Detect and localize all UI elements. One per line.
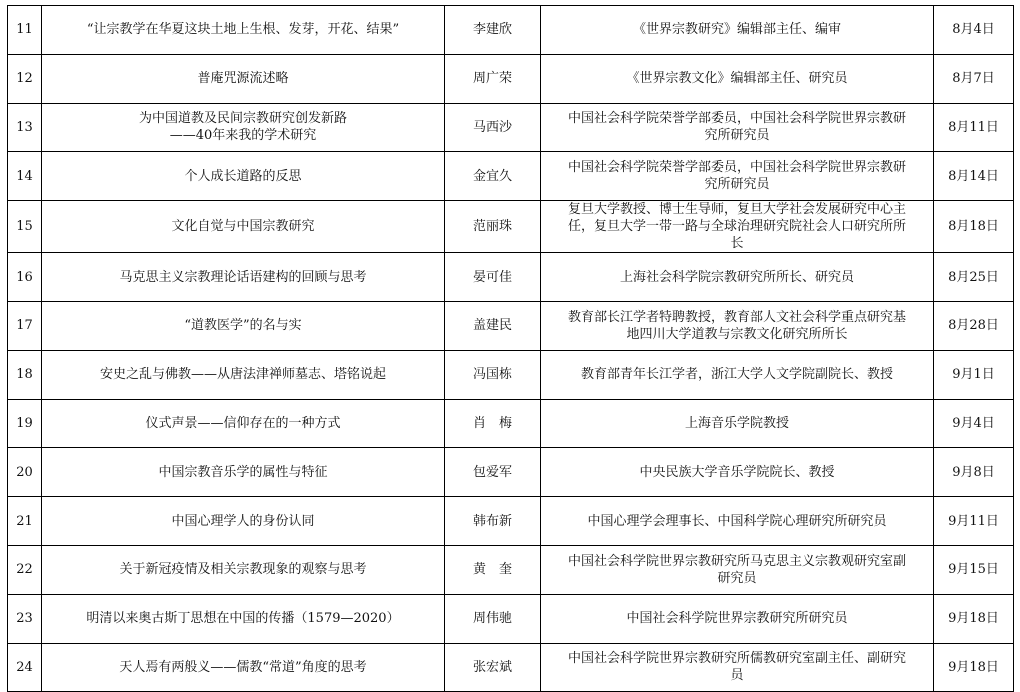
table-row <box>8 643 1014 692</box>
lecture-title-line: 个人成长道路的反思 <box>184 168 302 184</box>
lecture-schedule-table <box>7 5 1014 692</box>
speaker-position <box>541 594 934 643</box>
table-row <box>8 6 1014 55</box>
row-number: 11 <box>8 6 42 55</box>
speaker-name: 晏可佳 <box>445 253 541 302</box>
speaker-name: 冯国栋 <box>445 350 541 399</box>
row-number: 21 <box>8 497 42 546</box>
row-number: 12 <box>8 54 42 103</box>
lecture-title-line: “让宗教学在华夏这块土地上生根、发芽，开花、结果” <box>86 22 400 38</box>
lecture-title-line: ——40年来我的学术研究 <box>169 128 317 144</box>
speaker-position-line: 中国社会科学院世界宗教研究所马克思主义宗教观研究室副 <box>567 553 906 569</box>
speaker-name: 马西沙 <box>445 103 541 152</box>
lecture-title <box>42 103 445 152</box>
speaker-position-line: 教育部长江学者特聘教授，教育部人文社会科学重点研究基 <box>567 309 906 325</box>
lecture-title <box>42 594 445 643</box>
speaker-position-line: 中国社会科学院荣誉学部委员，中国社会科学院世界宗教研 <box>567 160 906 176</box>
lecture-date: 8月11日 <box>934 103 1014 152</box>
speaker-position-line: 中央民族大学音乐学院院长、教授 <box>639 464 835 480</box>
speaker-position-line: 究所研究员 <box>704 128 770 144</box>
speaker-name: 周广荣 <box>445 54 541 103</box>
speaker-position <box>541 643 934 692</box>
lecture-date: 9月4日 <box>934 399 1014 448</box>
speaker-position <box>541 201 934 253</box>
speaker-position <box>541 448 934 497</box>
row-number: 14 <box>8 152 42 201</box>
lecture-title <box>42 448 445 497</box>
speaker-position-line: 中国社会科学院世界宗教研究所儒教研究室副主任、副研究 <box>567 651 906 667</box>
lecture-date: 8月28日 <box>934 301 1014 350</box>
row-number: 22 <box>8 545 42 594</box>
table-row <box>8 301 1014 350</box>
row-number: 18 <box>8 350 42 399</box>
table-row <box>8 497 1014 546</box>
speaker-position <box>541 350 934 399</box>
row-number: 23 <box>8 594 42 643</box>
row-number: 15 <box>8 201 42 253</box>
speaker-position-line: 中国社会科学院荣誉学部委员，中国社会科学院世界宗教研 <box>567 111 906 127</box>
table-row <box>8 54 1014 103</box>
speaker-position-line: 任，复旦大学一带一路与全球治理研究院社会人口研究所所 <box>567 219 906 235</box>
lecture-title <box>42 253 445 302</box>
table-row <box>8 201 1014 253</box>
lecture-date: 9月8日 <box>934 448 1014 497</box>
row-number: 24 <box>8 643 42 692</box>
lecture-title <box>42 201 445 253</box>
lecture-date: 9月15日 <box>934 545 1014 594</box>
speaker-position-line: 长 <box>730 236 744 252</box>
speaker-position <box>541 399 934 448</box>
speaker-position-line: 研究员 <box>717 570 757 586</box>
lecture-title-line: 天人焉有两般义——儒教“常道”角度的思考 <box>119 659 367 675</box>
lecture-title-line: “道教医学”的名与实 <box>184 318 302 334</box>
speaker-position <box>541 545 934 594</box>
lecture-title-line: 关于新冠疫情及相关宗教现象的观察与思考 <box>119 562 367 578</box>
lecture-title <box>42 350 445 399</box>
speaker-position <box>541 301 934 350</box>
table-row <box>8 448 1014 497</box>
lecture-date: 8月7日 <box>934 54 1014 103</box>
speaker-name: 李建欣 <box>445 6 541 55</box>
speaker-position-line: 地四川大学道教与宗教文化研究所所长 <box>626 326 848 342</box>
speaker-position-line: 上海社会科学院宗教研究所所长、研究员 <box>619 269 854 285</box>
lecture-title-line: 普庵咒源流述略 <box>197 71 289 87</box>
lecture-title <box>42 152 445 201</box>
speaker-name: 范丽珠 <box>445 201 541 253</box>
lecture-title <box>42 54 445 103</box>
row-number: 17 <box>8 301 42 350</box>
lecture-date: 8月14日 <box>934 152 1014 201</box>
speaker-position-line: 上海音乐学院教授 <box>684 415 789 431</box>
lecture-title <box>42 6 445 55</box>
speaker-name: 张宏斌 <box>445 643 541 692</box>
speaker-position <box>541 6 934 55</box>
lecture-title-line: 文化自觉与中国宗教研究 <box>171 219 315 235</box>
speaker-position-line: 究所研究员 <box>704 177 770 193</box>
lecture-date: 8月25日 <box>934 253 1014 302</box>
lecture-title <box>42 497 445 546</box>
row-number: 20 <box>8 448 42 497</box>
lecture-date: 9月18日 <box>934 594 1014 643</box>
lecture-date: 8月18日 <box>934 201 1014 253</box>
speaker-name: 盖建民 <box>445 301 541 350</box>
speaker-name: 黄 奎 <box>445 545 541 594</box>
lecture-title-line: 马克思主义宗教理论话语建构的回顾与思考 <box>119 269 367 285</box>
row-number: 16 <box>8 253 42 302</box>
table-row <box>8 253 1014 302</box>
row-number: 13 <box>8 103 42 152</box>
lecture-title <box>42 643 445 692</box>
speaker-position <box>541 54 934 103</box>
speaker-position-line: 复旦大学教授、博士生导师，复旦大学社会发展研究中心主 <box>567 202 906 218</box>
lecture-title <box>42 301 445 350</box>
lecture-date: 9月11日 <box>934 497 1014 546</box>
lecture-date: 9月1日 <box>934 350 1014 399</box>
speaker-position-line: 员 <box>730 668 744 684</box>
lecture-title-line: 中国宗教音乐学的属性与特征 <box>158 464 328 480</box>
lecture-title <box>42 545 445 594</box>
speaker-name: 肖 梅 <box>445 399 541 448</box>
lecture-date: 9月18日 <box>934 643 1014 692</box>
table-row <box>8 594 1014 643</box>
table-row <box>8 152 1014 201</box>
speaker-name: 韩布新 <box>445 497 541 546</box>
lecture-title-line: 为中国道教及民间宗教研究创发新路 <box>138 111 347 127</box>
speaker-position <box>541 152 934 201</box>
speaker-position-line: 中国心理学会理事长、中国科学院心理研究所研究员 <box>587 513 887 529</box>
lecture-date: 8月4日 <box>934 6 1014 55</box>
speaker-name: 周伟驰 <box>445 594 541 643</box>
table-row <box>8 350 1014 399</box>
lecture-title-line: 明清以来奥古斯丁思想在中国的传播（1579—2020） <box>86 611 400 627</box>
speaker-name: 金宜久 <box>445 152 541 201</box>
table-row <box>8 399 1014 448</box>
speaker-position <box>541 497 934 546</box>
speaker-position-line: 《世界宗教文化》编辑部主任、研究员 <box>626 71 848 87</box>
speaker-position-line: 教育部青年长江学者，浙江大学人文学院副院长、教授 <box>580 367 893 383</box>
schedule-body <box>8 6 1014 692</box>
row-number: 19 <box>8 399 42 448</box>
lecture-title-line: 中国心理学人的身份认同 <box>171 513 315 529</box>
speaker-position <box>541 103 934 152</box>
speaker-name: 包爱军 <box>445 448 541 497</box>
table-row <box>8 545 1014 594</box>
speaker-position-line: 中国社会科学院世界宗教研究所研究员 <box>626 611 848 627</box>
lecture-title-line: 仪式声景——信仰存在的一种方式 <box>145 415 341 431</box>
lecture-title-line: 安史之乱与佛教——从唐法津禅师墓志、塔铭说起 <box>99 367 386 383</box>
table-row <box>8 103 1014 152</box>
speaker-position-line: 《世界宗教研究》编辑部主任、编审 <box>632 22 841 38</box>
speaker-position <box>541 253 934 302</box>
lecture-title <box>42 399 445 448</box>
